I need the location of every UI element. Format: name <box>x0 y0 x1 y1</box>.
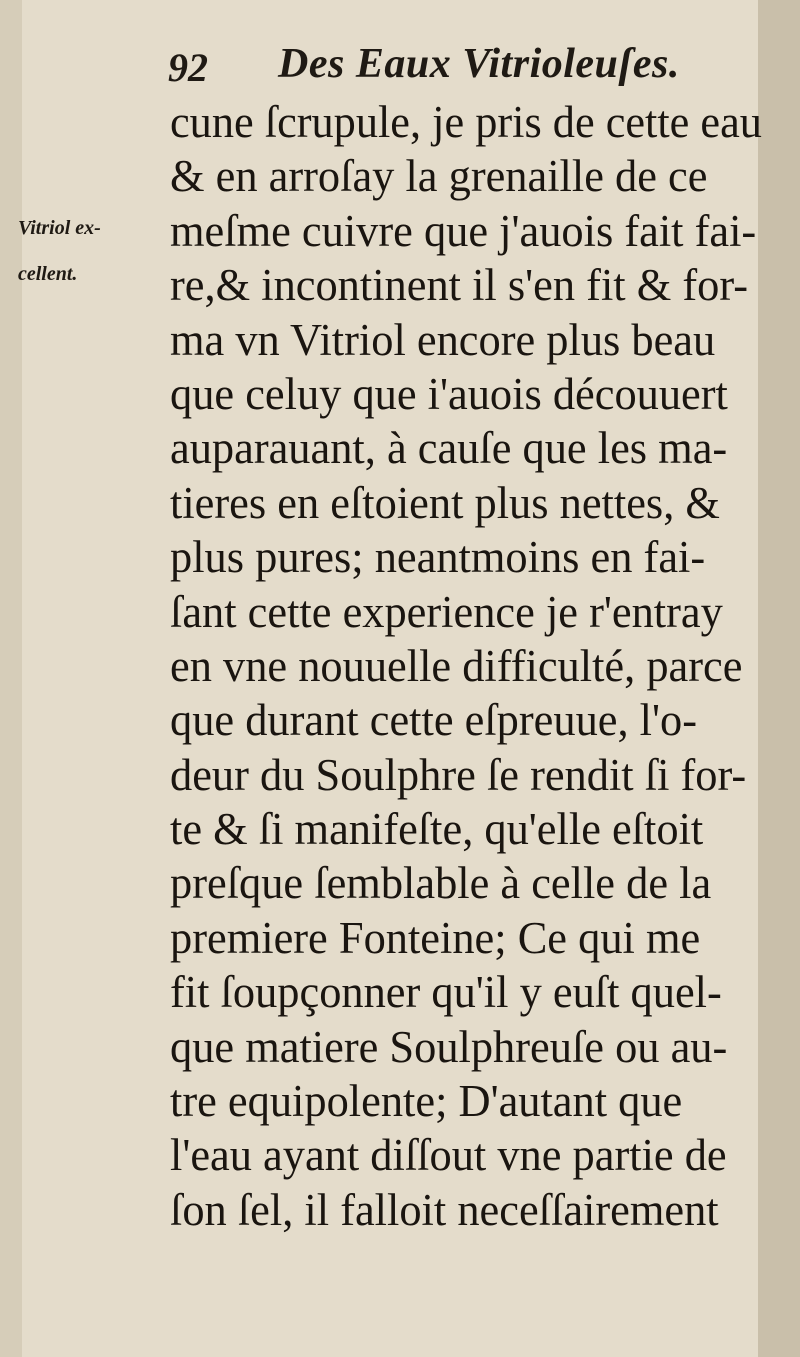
text-line: cune ſcrupule, je pris de cette eau <box>170 97 762 147</box>
text-line: ſant cette experience je r'entray <box>170 586 723 637</box>
text-line: ſon ſel, il falloit neceſſairement <box>170 1184 719 1235</box>
text-line: tieres en eſtoient plus nettes, & <box>170 477 720 528</box>
text-line: preſque ſemblable à celle de la <box>170 858 712 909</box>
text-line: re,& incontinent il s'en fit & for- <box>170 260 749 311</box>
margin-note-line: cellent. <box>18 263 78 285</box>
text-line: te & ſi manifeſte, qu'elle eſtoit <box>170 804 704 855</box>
text-line: que matiere Soulphreuſe ou au- <box>170 1021 728 1072</box>
text-line: en vne nouuelle difficulté, parce <box>170 640 743 691</box>
text-line: que durant cette eſpreuue, l'o- <box>170 695 698 746</box>
text-line: deur du Soulphre ſe rendit ſi for- <box>170 749 747 800</box>
page-gutter <box>0 0 22 1357</box>
text-line: meſme cuivre que j'auois fait fai- <box>170 205 757 256</box>
margin-note <box>18 205 158 297</box>
text-line: que celuy que i'auois découuert <box>170 368 728 419</box>
text-line: fit ſoupçonner qu'il y euſt quel- <box>170 967 722 1018</box>
page-header <box>168 40 728 100</box>
page-number: 92 <box>168 45 208 90</box>
text-line: & en arroſay la grenaille de ce <box>170 151 708 202</box>
running-title: Des Eaux Vitrioleuſes. <box>278 41 680 87</box>
text-line: premiere Fonteine; Ce qui me <box>170 912 701 963</box>
text-line: tre equipolente; D'autant que <box>170 1076 683 1127</box>
body-text <box>170 95 770 1237</box>
text-line: plus pures; neantmoins en fai- <box>170 532 706 583</box>
text-line: auparauant, à cauſe que les ma- <box>170 423 728 474</box>
text-line: l'eau ayant diſſout vne partie de <box>170 1130 727 1181</box>
margin-note-line: Vitriol ex- <box>18 217 101 239</box>
text-line: ma vn Vitriol encore plus beau <box>170 314 716 365</box>
